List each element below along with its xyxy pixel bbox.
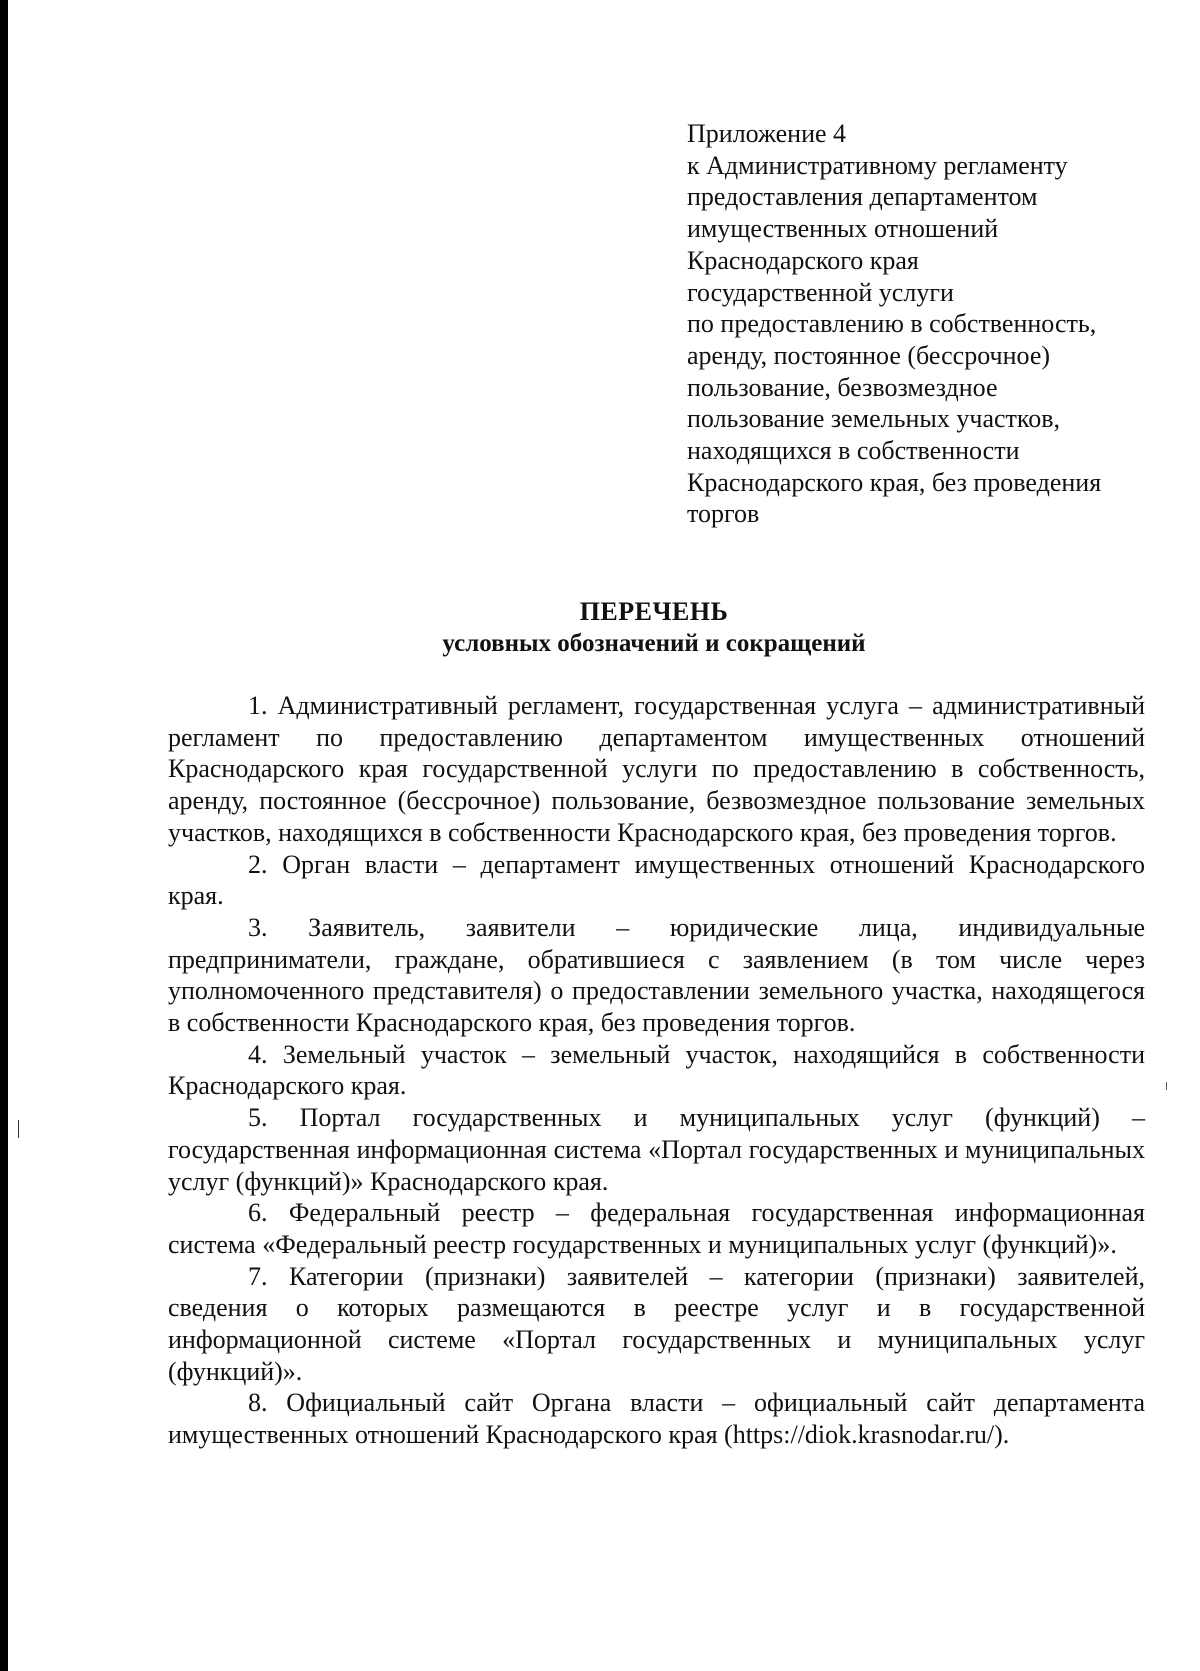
appendix-line: находящихся в собственности	[687, 436, 1020, 466]
title-main: ПЕРЕЧЕНЬ	[579, 597, 729, 626]
definition-item: 4. Земельный участок – земельный участок, находящийся в собственности Краснодарского края.	[168, 1039, 1145, 1101]
definitions-list	[168, 690, 1145, 1451]
appendix-line: предоставления департаментом	[687, 182, 1038, 212]
scan-speck	[1166, 1082, 1167, 1090]
appendix-line: торгов	[687, 499, 760, 529]
appendix-line: Краснодарского края, без проведения	[687, 467, 1102, 497]
appendix-line: пользование земельных участков,	[687, 404, 1060, 434]
definition-item: 5. Портал государственных и муниципальных услуг (функций) – государственная информационная система «Портал государственных и муниципальных услуг (функций)» Краснодарского края.	[168, 1103, 1145, 1196]
appendix-header	[687, 118, 1147, 530]
definition-item: 8. Официальный сайт Органа власти – официальный сайт департамента имущественных отношений Краснодарского края (https://diok.krasnodar.ru/).	[168, 1388, 1145, 1450]
definition-item: 2. Орган власти – департамент имущественных отношений Краснодарского края.	[168, 849, 1145, 911]
appendix-line: государственной услуги	[687, 277, 954, 307]
appendix-line: Краснодарского края	[687, 245, 919, 275]
definition-item: 3. Заявитель, заявители – юридические лица, индивидуальные предприниматели, граждане, обратившиеся с заявлением (в том числе через уполномоченного представителя) о предоставлении земельного участка, находящегося в собственности Краснодарского края, без проведения торгов.	[168, 912, 1145, 1038]
appendix-line: Приложение 4	[687, 119, 847, 148]
definition-item: 6. Федеральный реестр – федеральная государственная информационная система «Федеральный реестр государственных и муниципальных услуг (функций)».	[168, 1198, 1145, 1259]
title-subtitle: условных обозначений и сокращений	[442, 630, 866, 657]
appendix-line: аренду, постоянное (бессрочное)	[687, 340, 1051, 370]
scan-speck	[18, 1120, 19, 1138]
appendix-line: пользование, безвозмездное	[687, 372, 998, 402]
document-title	[168, 596, 1140, 660]
definition-item: 1. Административный регламент, государственная услуга – административный регламент по предоставлению департаментом имущественных отношений Краснодарского края государственной услуги по предоставлению в собственность, аренду, постоянное (бессрочное) пользование, безвозмездное пользование земельных участков, находящихся в собственности Краснодарского края, без проведения торгов.	[168, 691, 1145, 847]
appendix-line: имущественных отношений	[687, 214, 999, 244]
definition-item: 7. Категории (признаки) заявителей – категории (признаки) заявителей, сведения о которых размещаются в реестре услуг и в государственной информационной системе «Портал государственных и муниципальных услуг (функций)».	[168, 1261, 1145, 1386]
scan-edge	[0, 0, 8, 1671]
appendix-line: по предоставлению в собственность,	[687, 309, 1097, 339]
appendix-line: к Административному регламенту	[687, 150, 1068, 180]
